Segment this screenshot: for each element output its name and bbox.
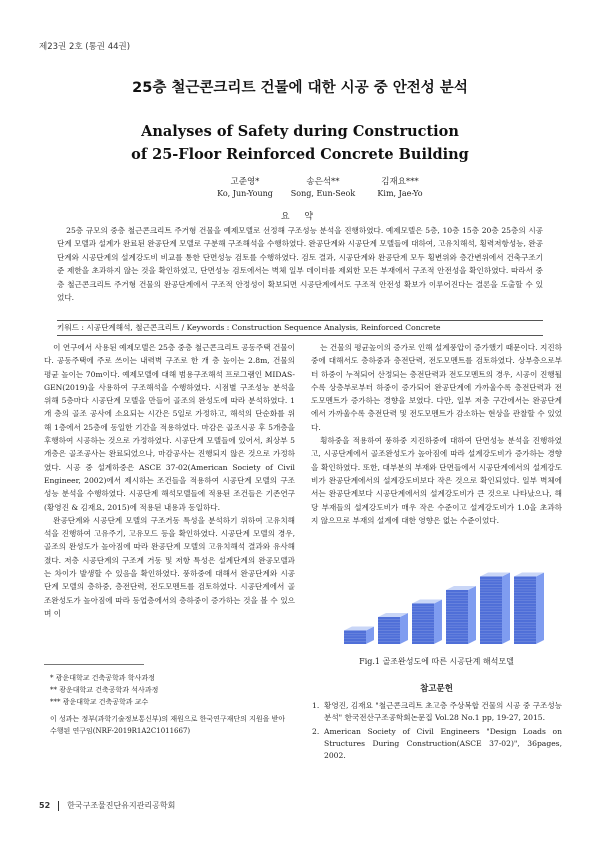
figure-caption: Fig.1 골조완성도에 따른 시공단계 해석모델 <box>359 657 514 666</box>
reference-text: 황영진, 김재요 "철근콘크리트 초고층 주상복합 건물의 시공 중 구조성능 분석" 한국전산구조공학회논문집 Vol.28 No.1 pp, 19-27, 2015. <box>324 701 562 722</box>
affiliation-2: ** 광운대학교 건축공학과 석사과정 <box>50 686 159 694</box>
building-side-face <box>434 600 442 645</box>
building-side-face <box>536 573 544 645</box>
body-right-paragraph-1: 는 건물의 평균높이의 증가로 인해 설계풍압이 증가했기 때문이다. 지진하중에 대해서도 층하중과 층전단력, 전도모멘트를 검토하였다. 상부층으로부터 하중이 누적되어 산정되는 층전단력과 전도모멘트의 경우, 시공이 진행될수록 상층부로부터 하중이 증가되어 완공단계에 가까울수록 층전단력과 전도모멘트가 증가하는 경향을 보였다. 다만, 일부 저층 구간에서는 완공단계에서 가까울수록 층전단력 및 전도모멘트가 감소하는 현상을 관찰할 수 있었다. <box>311 343 562 432</box>
author-3-kr: 김재요*** <box>381 177 419 187</box>
title-english-line2: of 25-Floor Reinforced Concrete Building <box>131 146 469 163</box>
building-front-face <box>514 577 536 645</box>
funding-note: 이 성과는 정부(과학기술정보통신부)의 재원으로 한국연구재단의 지원을 받아 수행된 연구임(NRF-2019R1A2C1011667) <box>50 715 286 735</box>
references-heading: 참고문헌 <box>420 684 453 694</box>
reference-item <box>312 726 562 762</box>
abstract-text: 25층 규모의 중층 철근콘크리트 주거형 건물을 예제모델로 선정해 구조성능 분석을 진행하였다. 예제모델은 5층, 10층 15층 20층 25층의 시공단계 모델과 설계가 완료된 완공단계 모델로 구분해 구조해석을 수행하였다. 완공단계와 시공단계 모델들에 대하여, 고유치해석, 횡력저항성능, 완공단계와 시공단계의 설계강도비 비교를 통한 단면성능 검토를 수행하였다. 검토 결과, 시공단계와 완공단계 모두 횡변위와 층간변위에서 건축구조기준 제한을 초과하지 않는 것을 확인하였고, 단면성능 검토에서는 벽체 일부 데이터를 제외한 모든 부재에서 구조적 안전성을 확인하였다. 따라서 중층 철근콘크리트 주거형 건물의 완공단계에서 구조적 안정성이 확보되면 시공단계에서도 구조적 안전성 확보가 이루어진다는 결론을 도출할 수 있었다. <box>57 226 543 303</box>
keywords: 키워드 : 시공단계해석, 철근콘크리트 / Keywords : Construction Sequence Analysis, Reinforced Concrete <box>57 323 441 332</box>
construction-stage-models-figure <box>340 560 550 648</box>
author-3 <box>340 176 460 200</box>
building-side-face <box>468 586 476 644</box>
building-front-face <box>344 631 366 645</box>
affiliation-3: *** 광운대학교 건축공학과 교수 <box>50 698 149 706</box>
building-model <box>378 613 408 644</box>
building-model <box>412 600 442 645</box>
author-1-en: Ko, Jun-Young <box>217 189 273 198</box>
building-model <box>480 573 510 645</box>
author-3-en: Kim, Jae-Yo <box>377 189 423 198</box>
body-right-paragraph-2: 횡하중을 적용하여 풍하중 지진하중에 대하여 단면성능 분석을 진행하였고, 시공단계에서 골조완성도가 높아짐에 따라 설계강도비가 증가하는 경향을 확인하였다. 또한, 대부분의 부재와 단면들에서 시공단계에서의 설계강도비가 완공단계에서의 설계강도비보다 작은 것으로 확인되었다. 일부 벽체에서는 완공단계보다 시공단계에서의 설계강도비가 큰 것으로 나타났으나, 해당 부재들의 설계강도비가 매우 작은 수준이고 설계강도비가 1.0을 초과하지 않으므로 부재의 설계에 대한 영향은 없는 수준이었다. <box>311 436 562 525</box>
keywords-bottom-rule <box>57 335 543 336</box>
footnote-rule <box>44 664 144 665</box>
page-footer <box>39 800 175 811</box>
reference-item <box>312 700 562 724</box>
keywords-top-rule <box>57 320 543 321</box>
page-number: 52 <box>39 801 51 810</box>
reference-text: American Society of Civil Engineers "Design Loads on Structures During Construction(ASCE 37-02)", 36pages, 2002. <box>324 727 562 760</box>
body-left-column <box>44 341 295 620</box>
reference-number: 2. <box>312 727 320 736</box>
title-english <box>0 120 600 166</box>
author-affiliations <box>50 672 158 708</box>
building-side-face <box>400 613 408 644</box>
body-left-paragraph-2: 완공단계와 시공단계 모델의 구조거동 특성을 분석하기 위하여 고유치해석을 진행하여 고유주기, 고유모드 등을 확인하였다. 시공단계 모델의 경우, 골조의 완성도가 높아짐에 따라 완공단계 모델의 고유치해석 결과와 유사해졌다. 저층 시공단계의 구조계 거동 및 저항 특성은 설계단계의 완공모델과는 차이가 발생할 수 있음을 확인하였다. 풍하중에 대해서 완공단계와 시공단계 모델의 층하중, 층전단력, 전도모멘트를 검토하였다. 시공단계에서 골조완성도가 높아짐에 따라 등업층에서의 층하중이 증가하는 것을 볼 수 있으며 이 <box>44 515 295 618</box>
building-side-face <box>502 573 510 645</box>
title-korean: 25층 철근콘크리트 건물에 대한 시공 중 안전성 분석 <box>132 80 468 96</box>
building-model <box>446 586 476 644</box>
journal-issue: 제23권 2호 (통권 44권) <box>39 42 131 52</box>
title-english-line1: Analyses of Safety during Construction <box>141 123 459 140</box>
author-1-kr: 고준영* <box>230 177 260 187</box>
journal-name: 한국구조물진단유지관리공학회 <box>67 801 176 810</box>
author-2-kr: 송은석** <box>306 177 340 187</box>
footer-divider <box>58 801 59 811</box>
abstract-heading: 요 약 <box>280 212 320 222</box>
reference-number: 1. <box>312 701 320 710</box>
building-model <box>514 573 544 645</box>
building-model <box>344 627 374 645</box>
building-front-face <box>480 577 502 645</box>
body-left-paragraph-1: 이 연구에서 사용된 예제모델은 25층 중층 철근콘크리트 공동주택 건물이다. 공동주택에 주로 쓰이는 내력벽 구조로 한 개 층 높이는 2.8m, 건물의 평균 높이는 70m이다. 예제모델에 대해 범용구조해석 프로그램인 MIDAS-GEN(2019)을 사용하여 구조해석을 수행하였다. 시점별 구조성능 분석을 위해 5층마다 시공단계 모델을 만들어 골조의 완성도에 따라 분석하였다. 1개 층의 골조 공사에 소요되는 시간은 5일로 가정하고, 해석의 단순화를 위해 1층에서 25층에 동일한 기간을 적용하였다. 마감은 골조시공 후 5개층을 후행하여 시공하는 것으로 가정하였다. 시공단계 모델들에 있어서, 최상부 5개층은 골조공사는 완료되었으나, 마감공사는 진행되지 않은 것으로 가정하였다. 시공 중 설계하중은 ASCE 37-02(American Society of Civil Engineer, 2002)에서 제시하는 조건들을 적용하여 시공단계 모델의 구조성능 분석을 수행하였다. 시공단계 해석모델들에 적용된 조건들은 기존연구(황영진 & 김재요, 2015)에 적용된 내용과 동일하다. <box>44 343 295 512</box>
references-list <box>312 700 562 764</box>
body-right-column <box>311 341 562 527</box>
building-front-face <box>412 604 434 645</box>
author-2-en: Song, Eun-Seok <box>290 189 356 198</box>
affiliation-1: * 광운대학교 건축공학과 학사과정 <box>50 674 155 682</box>
